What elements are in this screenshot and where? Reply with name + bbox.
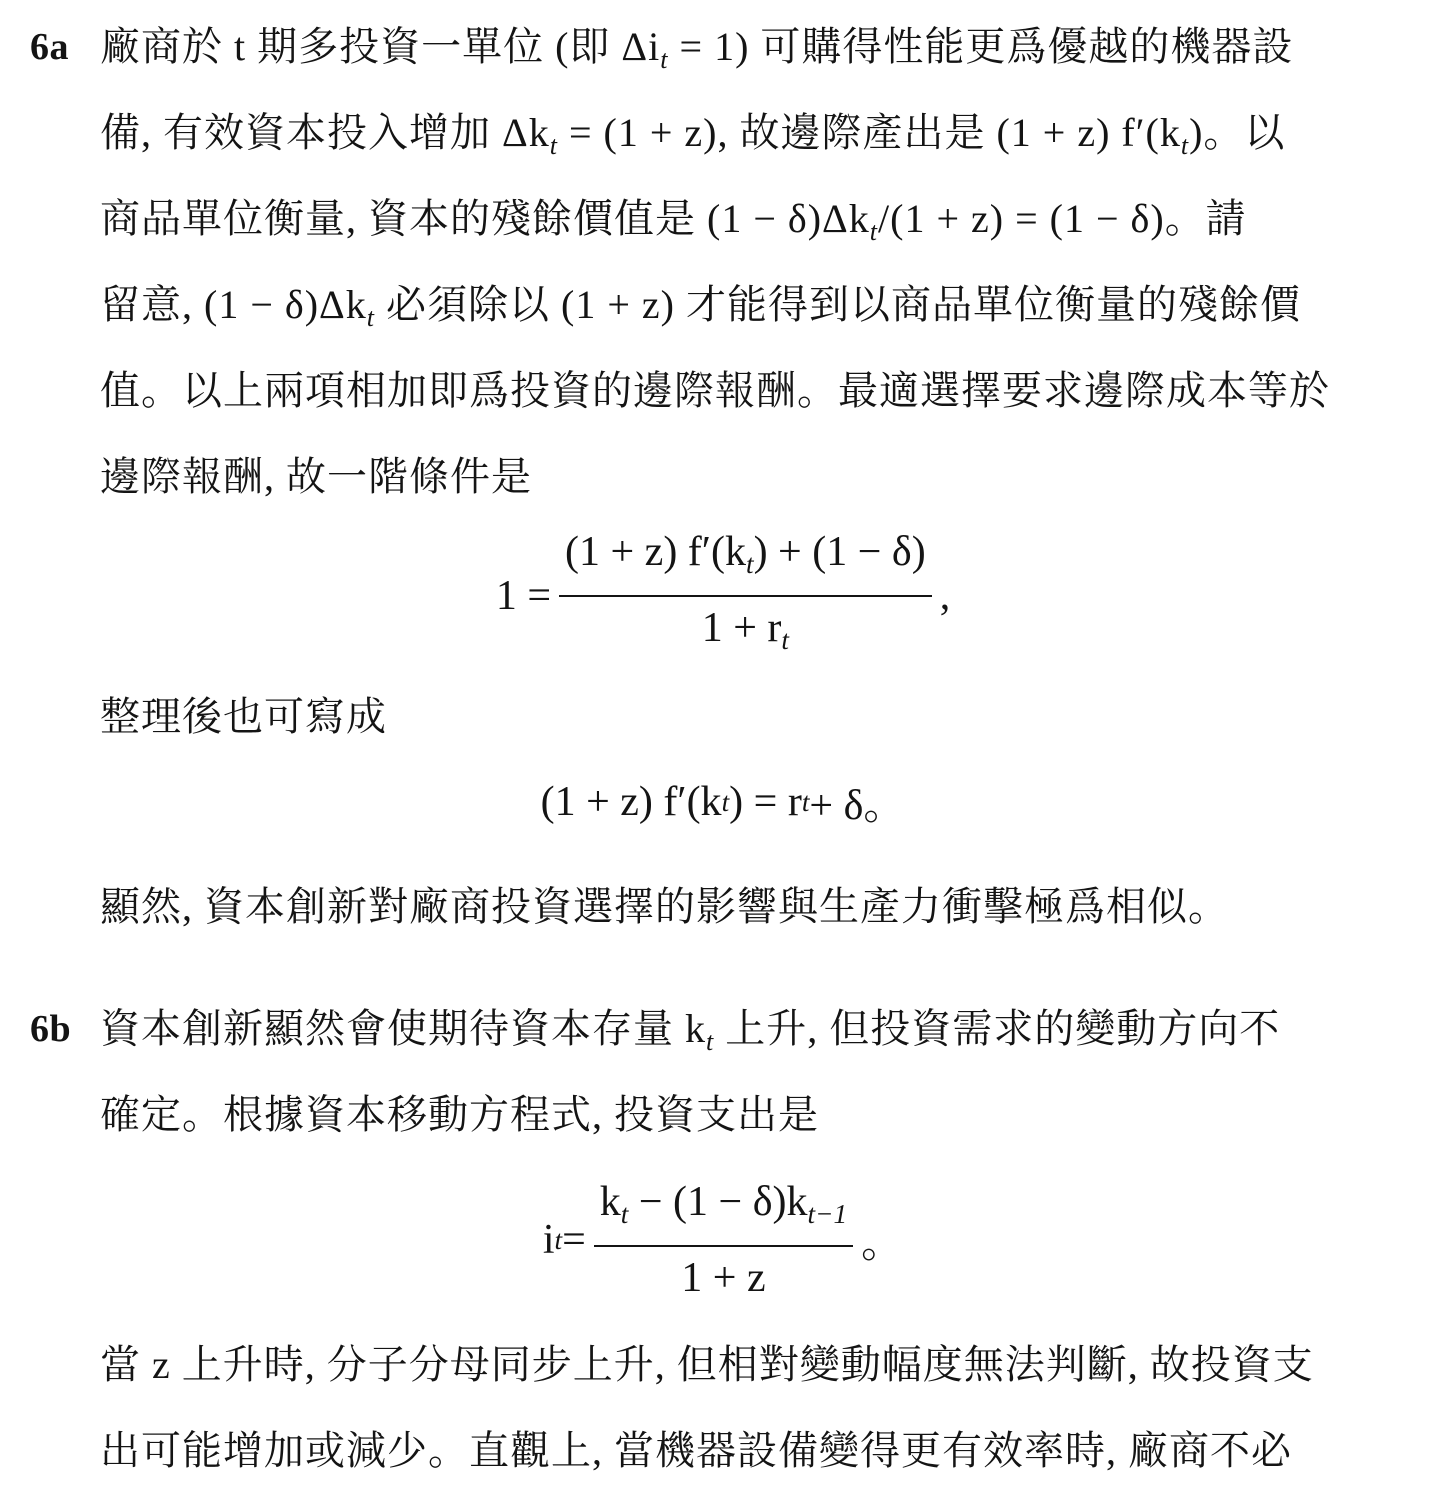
paragraph-6b-line-1 [100,986,1280,1085]
text-6a-line4: 留意, (1 − δ)Δk [100,282,367,327]
text-6b-line1-end: 上升, 但投資需求的變動方向不 [714,1006,1281,1051]
text-6a-line3-end: /(1 + z) = (1 − δ)。請 [878,196,1247,241]
equation-part: + δ。 [809,783,906,829]
paragraph-6a-line-3 [100,176,1247,275]
equals-sign: = [562,1217,586,1263]
subscript: t [781,625,789,656]
problem-number-6b: 6b [30,1008,72,1050]
subscript: t [660,44,669,74]
equation-part: ) = r [729,779,802,825]
text-6a-line2-end: )。以 [1189,110,1286,155]
equation-rearranged [0,762,1446,842]
paragraph-6a-line-2 [100,90,1285,189]
paragraph-6b-line-3: 當 z 上升時, 分子分母同步上升, 但相對變動幅度無法判斷, 故投資支 [100,1342,1314,1387]
paragraph-6a-line-1 [100,4,1293,103]
subscript: t [706,1026,715,1056]
subscript: t [801,786,810,817]
fraction-numerator [559,527,932,597]
fraction [559,527,932,665]
subscript: t [366,302,376,332]
subscript: t [549,130,558,160]
problem-number-6a: 6a [30,26,69,68]
equation-punctuation: 。 [861,1221,904,1267]
fraction [594,1177,853,1303]
paragraph-6a-rearranged-intro: 整理後也可寫成 [100,694,387,739]
paragraph-6a-conclusion: 顯然, 資本創新對廠商投資選擇的影響與生產力衝擊極爲相似。 [100,884,1229,929]
numerator-text: (1 + z) f′(k [565,528,746,575]
paragraph-6b-line-2: 確定。根據資本移動方程式, 投資支出是 [100,1092,819,1137]
equation-part: (1 + z) f′(k [540,779,722,825]
denominator-text: 1 + r [701,605,782,651]
text-6a-line1-end: = 1) 可購得性能更爲優越的機器設 [668,24,1294,69]
paragraph-6a-line-5: 值。以上兩項相加即爲投資的邊際報酬。最適選擇要求邊際成本等於 [100,368,1330,413]
subscript: t [620,1199,629,1230]
subscript: t [554,1224,563,1255]
fraction-numerator [594,1177,853,1247]
text-6a-line3: 商品單位衡量, 資本的殘餘價值是 (1 − δ)Δk [100,196,870,241]
equation-punctuation: , [939,573,951,619]
equation-investment [0,1180,1446,1300]
text-6a-line2: 備, 有效資本投入增加 Δk [100,110,550,155]
subscript: t−1 [807,1199,848,1230]
numerator-text: k [599,1178,621,1225]
equation-lhs: i [542,1217,555,1263]
subscript: t [1180,130,1190,160]
subscript: t [869,216,879,246]
equation-first-order-condition [0,528,1446,656]
subscript: t [721,786,730,817]
equation-lhs: 1 = [495,573,551,619]
paragraph-6b-line-4: 出可能增加或減少。直觀上, 當機器設備變得更有效率時, 廠商不必 [100,1428,1292,1473]
text-6a-line2-mid: = (1 + z), 故邊際產出是 (1 + z) f′(k [557,110,1181,155]
text-6a-line4-end: 必須除以 (1 + z) 才能得到以商品單位衡量的殘餘價 [375,282,1301,327]
paragraph-6a-line-6: 邊際報酬, 故一階條件是 [100,454,532,499]
numerator-text-mid: − (1 − δ)k [628,1178,808,1225]
numerator-text-end: ) + (1 − δ) [753,528,926,575]
fraction-denominator: 1 + z [681,1255,766,1302]
text-6a-line1: 廠商於 t 期多投資一單位 (即 Δi [100,24,661,69]
fraction-denominator [696,597,795,665]
subscript: t [745,549,754,579]
paragraph-6a-line-4 [100,262,1301,361]
text-6b-line1: 資本創新顯然會使期待資本存量 k [100,1006,706,1051]
